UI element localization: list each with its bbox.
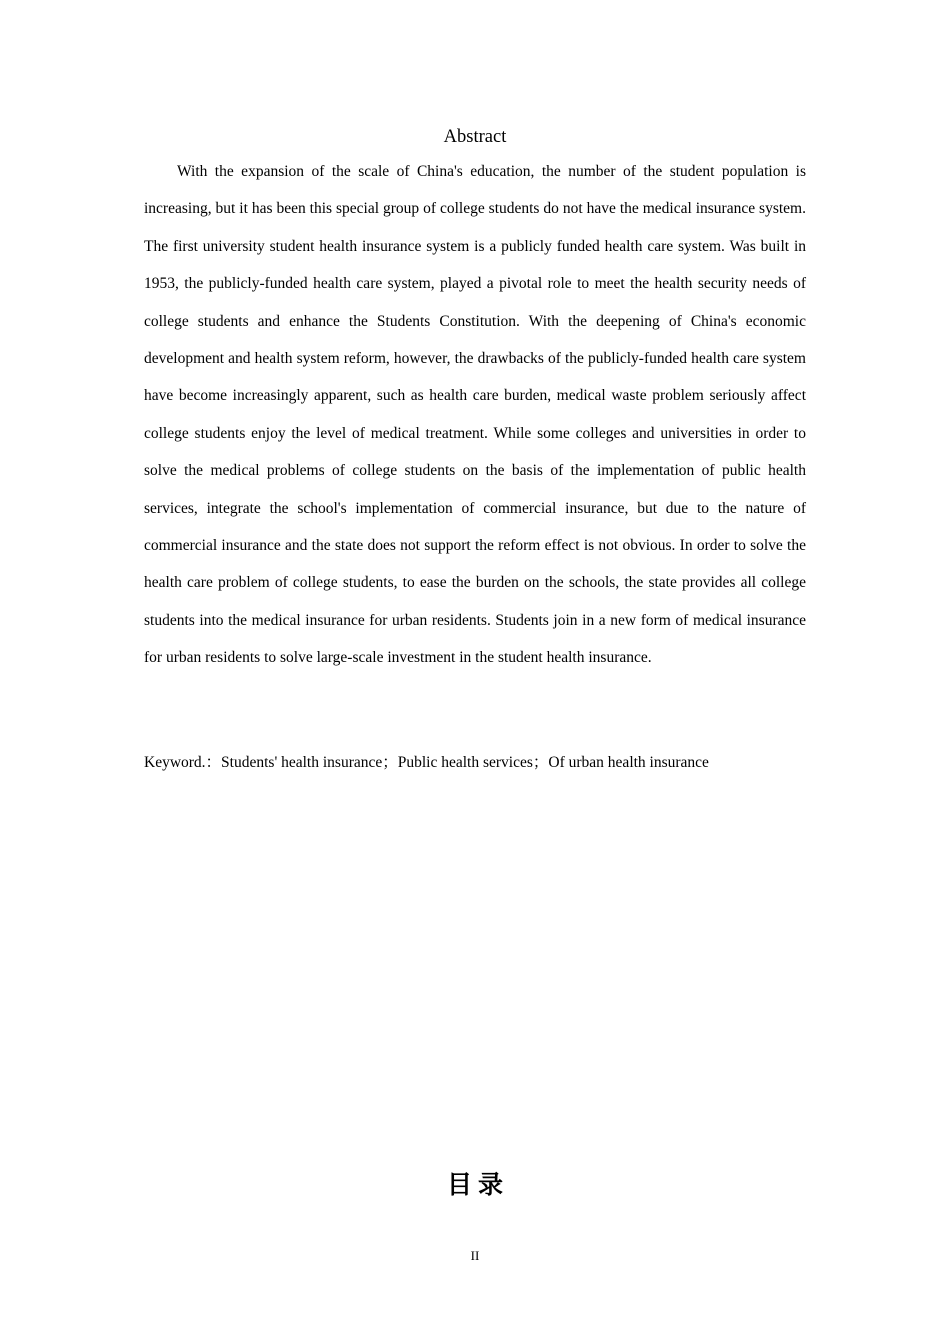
- table-of-contents-heading: 目录: [446, 1170, 509, 1199]
- abstract-heading: Abstract: [443, 127, 507, 147]
- abstract-paragraph: With the expansion of the scale of China's education, the number of the student population is increasing, but it has been this special group of college students do not have the medical insurance system. The first university student health insurance system is a publicly funded health care system. Was built in 1953, the publicly-funded health care system, played a pivotal role to meet the health security needs of college students and enhance the Students Constitution. With the deepening of China's economic development and health system reform, however, the drawbacks of the publicly-funded health care system have become increasingly apparent, such as health care burden, medical waste problem seriously affect college students enjoy the level of medical treatment. While some colleges and universities in order to solve the medical problems of college students on the basis of the implementation of public health services, integrate the school's implementation of commercial insurance, but due to the nature of commercial insurance and the state does not support the reform effect is not obvious. In order to solve the health care problem of college students, to ease the burden on the schools, the state provides all college students into the medical insurance for urban residents. Students join in a new form of medical insurance for urban residents to solve large-scale investment in the student health insurance.: [144, 163, 806, 667]
- page-number: II: [470, 1248, 480, 1263]
- keywords-line: Keyword.：Students' health insurance；Public health services；Of urban health insurance: [144, 754, 709, 771]
